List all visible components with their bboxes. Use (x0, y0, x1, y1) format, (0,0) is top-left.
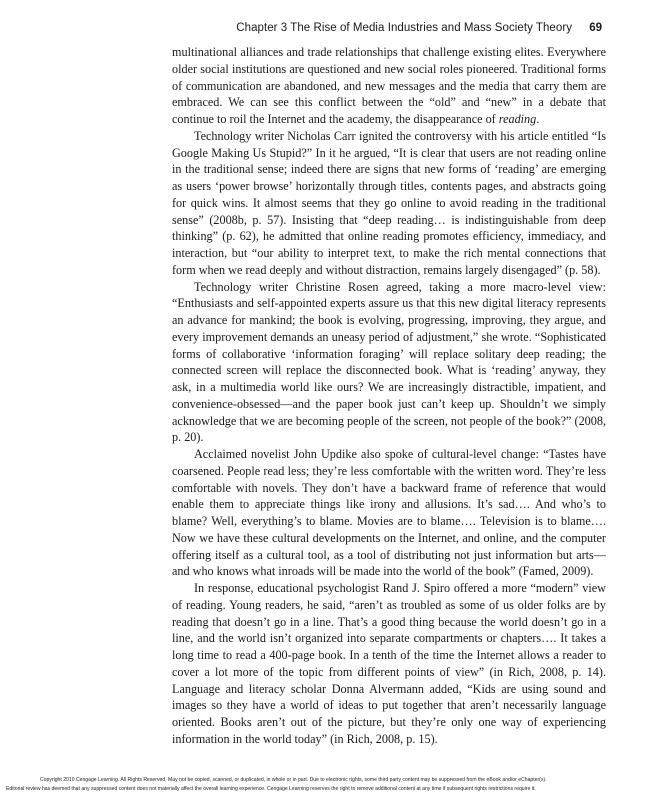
italic-term: reading (498, 112, 537, 126)
paragraph-text-end: . (536, 112, 540, 126)
paragraph-continuation (172, 44, 606, 128)
chapter-title: Chapter 3 The Rise of Media Industries and Mass Society Theory (236, 22, 572, 34)
paragraph-spiro: In response, educational psychologist Rand J. Spiro offered a more “modern” view of reading. Young readers, he said, “aren’t as troubled as some of us older folks are by reading that doesn’t go in a line. That’s a good thing because the world doesn’t go in a line, and the world isn’t organized into separate compartments or chapters…. It takes a long time to read a 400-page book. In a tenth of the time the Internet allows a reader to cover a lot more of the topic from different points of view” (in Rich, 2008, p. 14). Language and literacy scholar Donna Alvermann added, “Kids are using sound and images so they have a world of ideas to put together that aren’t necessarily language oriented. Books aren’t out of the picture, but they’re only one way of experiencing information in the world today” (in Rich, 2008, p. 15). (172, 581, 606, 746)
editorial-line: Editorial review has deemed that any suppressed content does not materially affect the overall learning experience. Cengage Learning reserves the right to remove additional content at any time if subsequent rights restrictions require it. (6, 786, 536, 792)
page-number: 69 (589, 22, 602, 34)
copyright-footer (6, 776, 640, 794)
body-text (172, 44, 606, 748)
paragraph-text: multinational alliances and trade relationships that challenge existing elites. Everywhere older social institutions are questioned and new social roles pioneered. Traditional forms of communication are abandoned, and new messages and the media that carry them are embraced. We can see this conflict between the “old” and “new” in a debate that continue to roil the Internet and the academy, the disappearance of (172, 45, 606, 126)
paragraph-updike: Acclaimed novelist John Updike also spoke of cultural-level change: “Tastes have coarsened. People read less; they’re less comfortable with the written word. They’re less comfortable with novels. They don’t have a backward frame of reference that would enable them to appreciate things like irony and allusions. It’s sad…. And who’s to blame? Well, everything’s to blame. Movies are to blame…. Television is to blame…. Now we have these cultural developments on the Internet, and online, and the computer offering itself as a cultural tool, as a tool of distributing not just information but arts—and who knows what inroads will be made into the world of the book” (Famed, 2009). (172, 447, 606, 579)
running-head (170, 22, 602, 34)
copyright-line: Copyright 2010 Cengage Learning. All Rights Reserved. May not be copied, scanned, or duplicated, in whole or in part. Due to electronic rights, some third party content may be suppressed from the eBook and/or eChapter(s). (40, 777, 547, 783)
paragraph-rosen: Technology writer Christine Rosen agreed, taking a more macro-level view: “Enthusiasts and self-appointed experts assure us that this new digital literacy represents an advance for mankind; the book is evolving, progressing, improving, they argue, and every improvement demands an uneasy period of adjustment,” she wrote. “Sophisticated forms of collaborative ‘information foraging’ will replace solitary deep reading; the connected screen will replace the disconnected book. What is ‘reading’ anyway, they ask, in a multimedia world like ours? We are increasingly distractible, impatient, and convenience-obsessed—and the paper book just can’t keep up. Shouldn’t we simply acknowledge that we are becoming people of the screen, not people of the book?” (2008, p. 20). (172, 279, 606, 445)
paragraph-carr: Technology writer Nicholas Carr ignited the controversy with his article entitled “Is Google Making Us Stupid?” In it he argued, “It is clear that users are not reading online in the traditional sense; indeed there are signs that new forms of ‘reading’ are emerging as users ‘power browse’ horizontally through titles, contents pages, and abstracts going for quick wins. It almost seems that they go online to avoid reading in the traditional sense” (2008b, p. 57). Insisting that “deep reading… is indistinguishable from deep thinking” (p. 62), he admitted that online reading promotes efficiency, immediacy, and interaction, but “our ability to interpret text, to make the rich mental connections that form when we read deeply and without distraction, remains largely disengaged” (p. 58). (172, 128, 606, 277)
